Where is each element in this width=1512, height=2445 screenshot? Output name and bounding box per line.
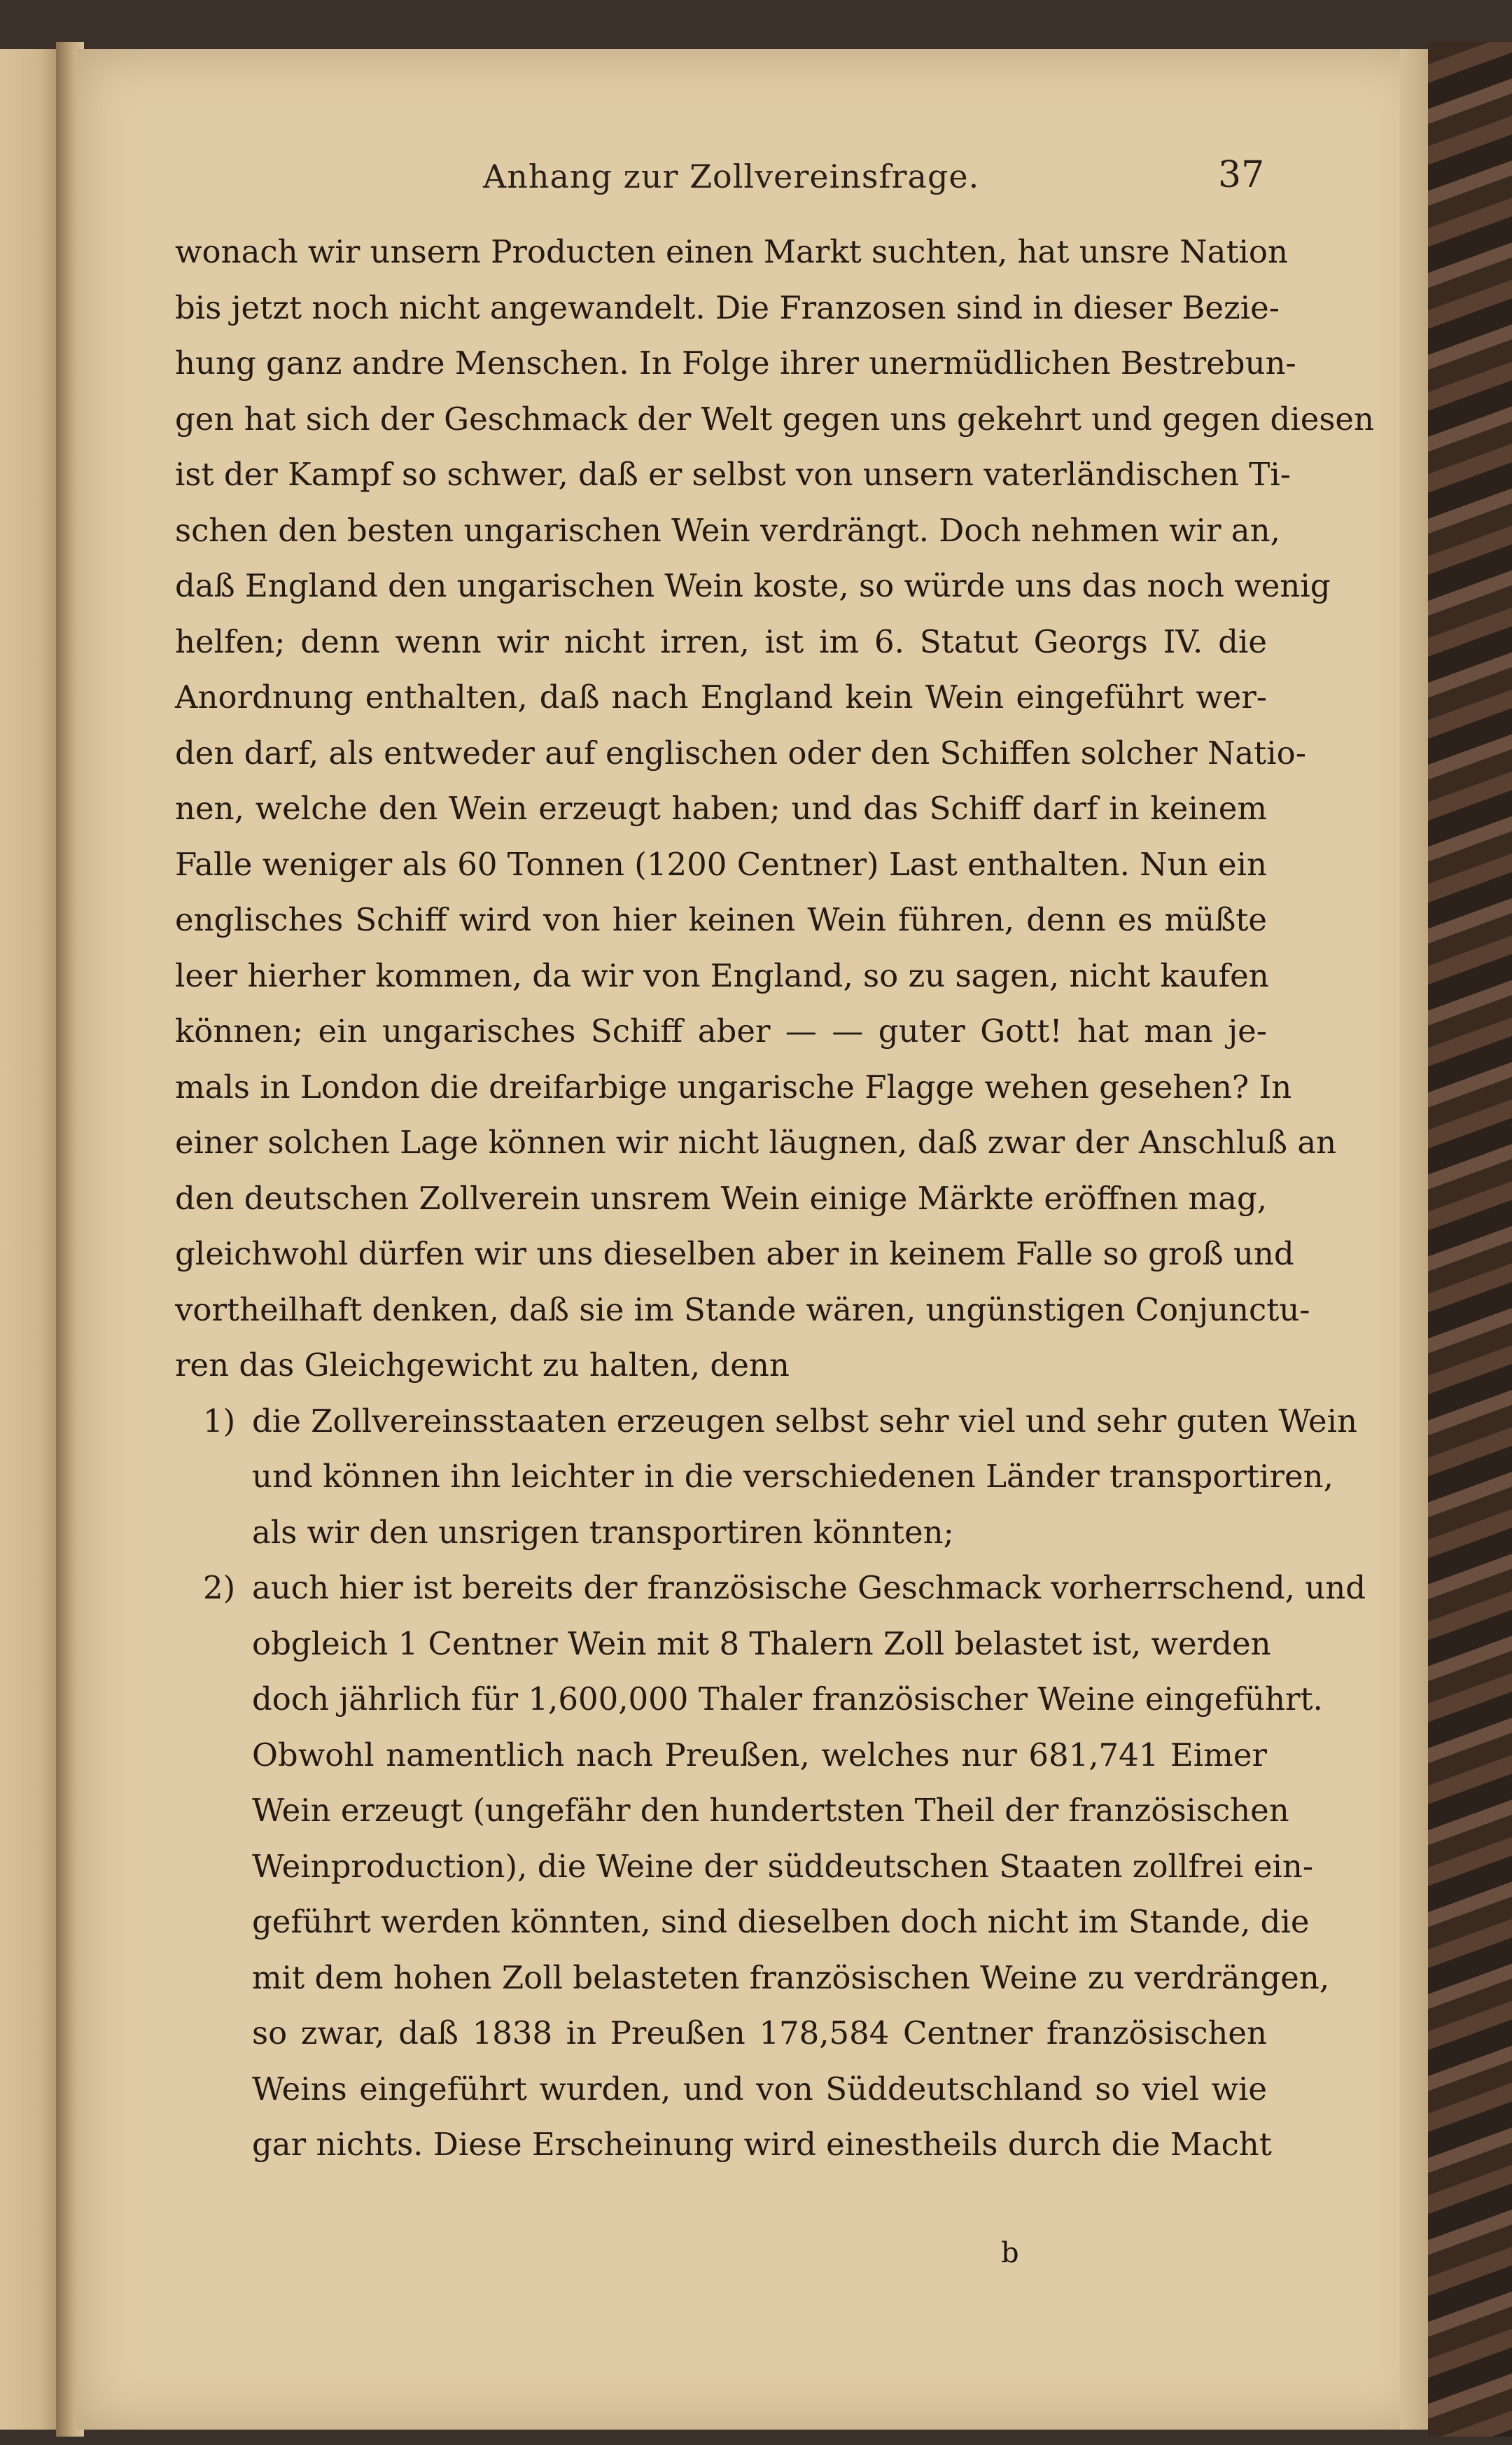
list-item-line: geführt werden könnten, sind dieselben doch nicht im Stande, die — [252, 1903, 1310, 1940]
running-title: Anhang zur Zollvereinsfrage. — [483, 158, 980, 195]
text-line: wonach wir unsern Producten einen Markt suchten, hat unsre Nation — [175, 233, 1289, 270]
text-line: den darf, als entweder auf englischen oder den Schiffen solcher Natio- — [175, 734, 1306, 772]
list-item-line: mit dem hohen Zoll belasteten französischen Weine zu verdrängen, — [252, 1958, 1330, 1996]
list-item-number: 2) — [203, 1569, 236, 1606]
text-line: bis jetzt noch nicht angewandelt. Die Franzosen sind in dieser Bezie- — [175, 288, 1280, 326]
text-line: hung ganz andre Menschen. In Folge ihrer unermüdlichen Bestrebun- — [175, 344, 1296, 382]
text-line: ist der Kampf so schwer, daß er selbst von unsern vaterländischen Ti- — [175, 456, 1291, 493]
text-line: gleichwohl dürfen wir uns dieselben aber in keinem Falle so groß und — [175, 1235, 1294, 1272]
list-item-number: 1) — [203, 1402, 236, 1440]
signature-mark: b — [1001, 2237, 1019, 2269]
text-line: helfen; denn wenn wir nicht irren, ist im 6. Statut Georgs IV. die — [175, 622, 1267, 660]
text-line: nen, welche den Wein erzeugt haben; und das Schiff darf in keinem — [175, 790, 1267, 827]
list-item-line: so zwar, daß 1838 in Preußen 178,584 Centner französischen — [252, 2014, 1267, 2052]
list-item-line: Wein erzeugt (ungefähr den hundertsten Theil der französischen — [252, 1792, 1289, 1829]
text-line: gen hat sich der Geschmack der Welt gegen uns gekehrt und gegen diesen — [175, 400, 1375, 438]
list-item-line: als wir den unsrigen transportiren könnten; — [252, 1513, 954, 1551]
text-line: englisches Schiff wird von hier keinen Wein führen, denn es müßte — [175, 901, 1267, 938]
text-line: vortheilhaft denken, daß sie im Stande wären, ungünstigen Conjunctu- — [175, 1290, 1310, 1328]
list-item-line: Weins eingeführt wurden, und von Süddeutschland so viel wie — [252, 2070, 1267, 2108]
text-line: Anordnung enthalten, daß nach England kein Wein eingeführt wer- — [175, 678, 1267, 716]
list-item-line: gar nichts. Diese Erscheinung wird einestheils durch die Macht — [252, 2126, 1272, 2163]
list-item-1 — [175, 1393, 1357, 1561]
text-line: leer hierher kommen, da wir von England, so zu sagen, nicht kaufen — [175, 956, 1269, 994]
text-line: einer solchen Lage können wir nicht läugnen, daß zwar der Anschluß an — [175, 1124, 1337, 1161]
text-line: schen den besten ungarischen Wein verdrängt. Doch nehmen wir an, — [175, 511, 1280, 549]
list-item-2 — [175, 1560, 1366, 2173]
text-line: Falle weniger als 60 Tonnen (1200 Centner) Last enthalten. Nun ein — [175, 845, 1267, 883]
body-text — [175, 224, 1375, 2173]
text-line: ren das Gleichgewicht zu halten, denn — [175, 1346, 790, 1384]
list-item-line: obgleich 1 Centner Wein mit 8 Thalern Zoll belastet ist, werden — [252, 1624, 1271, 1662]
text-line: daß England den ungarischen Wein koste, so würde uns das noch wenig — [175, 567, 1331, 604]
list-item-line: die Zollvereinsstaaten erzeugen selbst sehr viel und sehr guten Wein — [252, 1402, 1357, 1440]
text-line: mals in London die dreifarbige ungarische Flagge wehen gesehen? In — [175, 1068, 1292, 1106]
list-item-line: doch jährlich für 1,600,000 Thaler französischer Weine eingeführt. — [252, 1680, 1323, 1718]
book-cover-edge — [1428, 42, 1512, 2437]
text-line: können; ein ungarisches Schiff aber — — guter Gott! hat man je- — [175, 1012, 1267, 1050]
list-item-line: auch hier ist bereits der französische Geschmack vorherrschend, und — [252, 1569, 1366, 1606]
list-item-line: Weinproduction), die Weine der süddeutschen Staaten zollfrei ein- — [252, 1847, 1314, 1885]
list-item-line: Obwohl namentlich nach Preußen, welches nur 681,741 Eimer — [252, 1736, 1267, 1774]
page-number: 37 — [1218, 154, 1265, 196]
text-line: den deutschen Zollverein unsrem Wein einige Märkte eröffnen mag, — [175, 1179, 1268, 1217]
list-item-line: und können ihn leichter in die verschiedenen Länder transportiren, — [252, 1458, 1334, 1495]
